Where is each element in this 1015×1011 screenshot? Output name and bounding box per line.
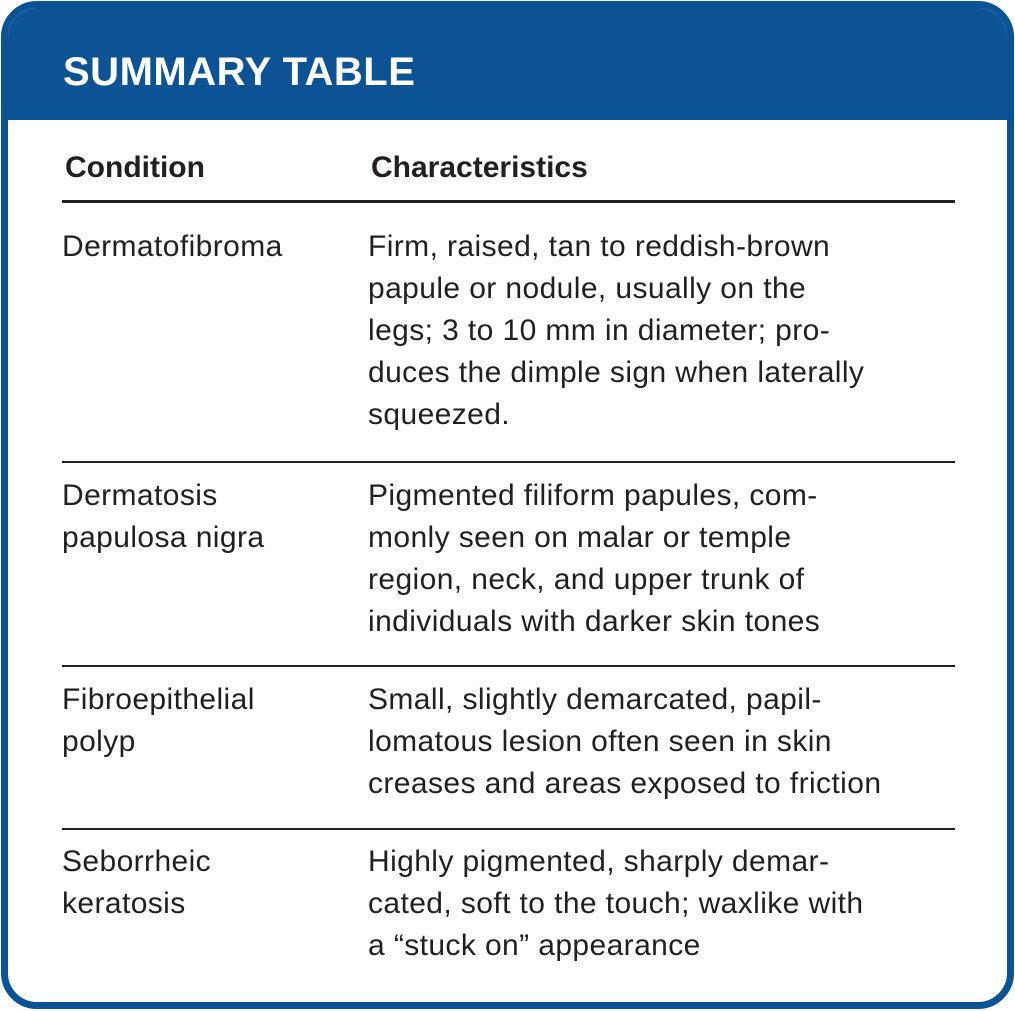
card-header [8,8,1007,120]
header-divider [62,200,955,203]
row-divider [62,828,955,830]
table-row [62,475,955,667]
characteristics-cell: Pigmented filiform papules, com- monly seen on malar or temple region, neck, and upper trunk of individuals with darker skin tones [368,479,821,638]
condition-cell: Dermatosis papulosa nigra [62,479,265,554]
card-title: SUMMARY TABLE [63,50,416,94]
table-row [62,841,955,981]
condition-cell: Fibroepithelial polyp [62,683,255,758]
condition-cell: Dermatofibroma [62,230,283,263]
row-divider [62,461,955,463]
table-row [62,226,955,463]
row-divider [62,665,955,667]
column-header-condition: Condition [65,151,205,184]
characteristics-cell: Firm, raised, tan to reddish-brown papule or nodule, usually on the legs; 3 to 10 mm in diameter; pro- duces the dimple sign when laterally squeezed. [368,230,865,431]
condition-cell: Seborrheic keratosis [62,845,212,920]
summary-table-card [1,1,1014,1009]
column-header-characteristics: Characteristics [371,151,588,184]
characteristics-cell: Highly pigmented, sharply demar- cated, soft to the touch; waxlike with a “stuck on” appearance [368,845,864,962]
characteristics-cell: Small, slightly demarcated, papil- lomatous lesion often seen in skin creases and areas exposed to friction [368,683,882,800]
table-row [62,679,955,830]
